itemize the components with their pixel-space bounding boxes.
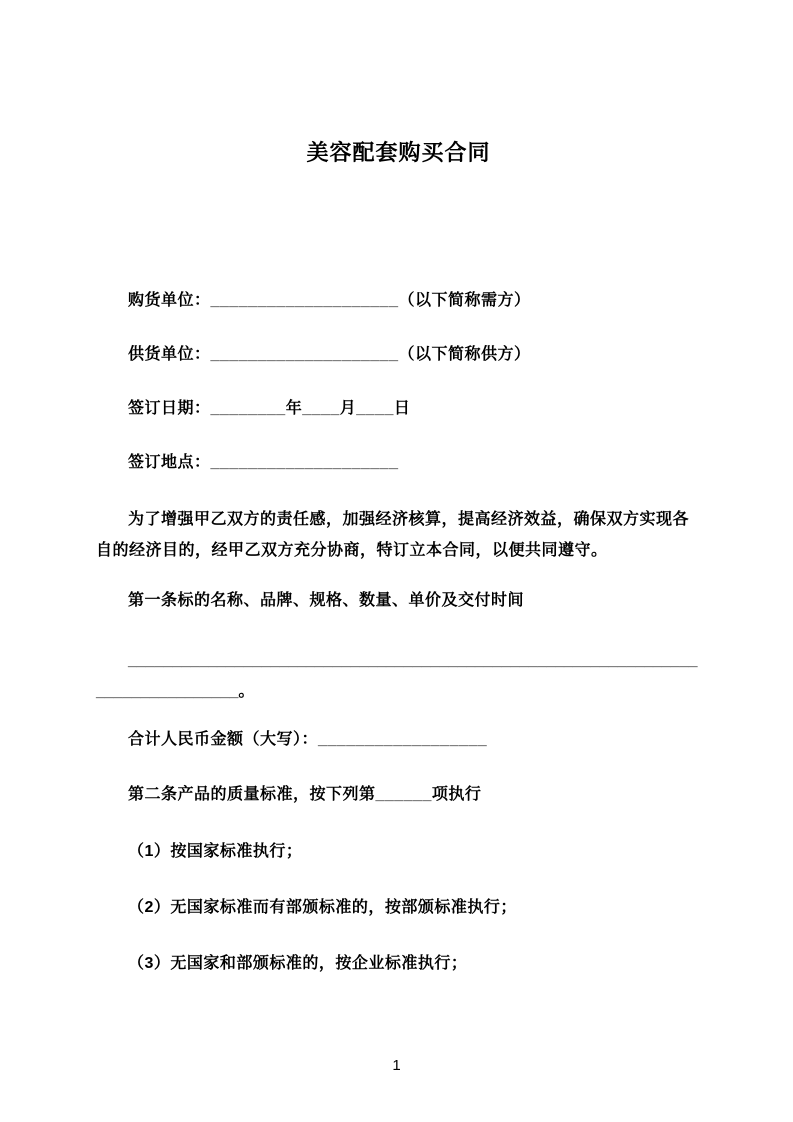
page-number: 1 [392,1057,401,1074]
page-title: 美容配套购买合同 [306,140,491,165]
quality-standard-item-1: （1）按国家标准执行； [128,843,303,860]
article-1-fill-blank-line: ________________________________________________________________________________。 [96,652,698,700]
quality-standard-item-3: （3）无国家和部颁标准的，按企业标准执行； [128,955,468,972]
field-buyer: 购货单位：____________________（以下简称需方） [128,292,531,309]
field-sign-date: 签订日期：________年____月____日 [128,400,411,417]
article-1-heading: 第一条标的名称、品牌、规格、数量、单价及交付时间 [128,592,525,609]
preamble-paragraph: 为了增强甲乙双方的责任感，加强经济核算，提高经济效益，确保双方实现各自的经济目的，经甲乙双方充分协商，特订立本合同，以便共同遵守。 [96,511,690,559]
total-amount-line: 合计人民币金额（大写）：__________________ [128,731,488,748]
quality-standard-item-2: （2）无国家标准而有部颁标准的，按部颁标准执行； [128,899,517,916]
field-supplier: 供货单位：____________________（以下简称供方） [128,346,531,363]
field-sign-place: 签订地点：____________________ [128,454,399,471]
article-2-heading: 第二条产品的质量标准，按下列第______项执行 [128,786,482,803]
